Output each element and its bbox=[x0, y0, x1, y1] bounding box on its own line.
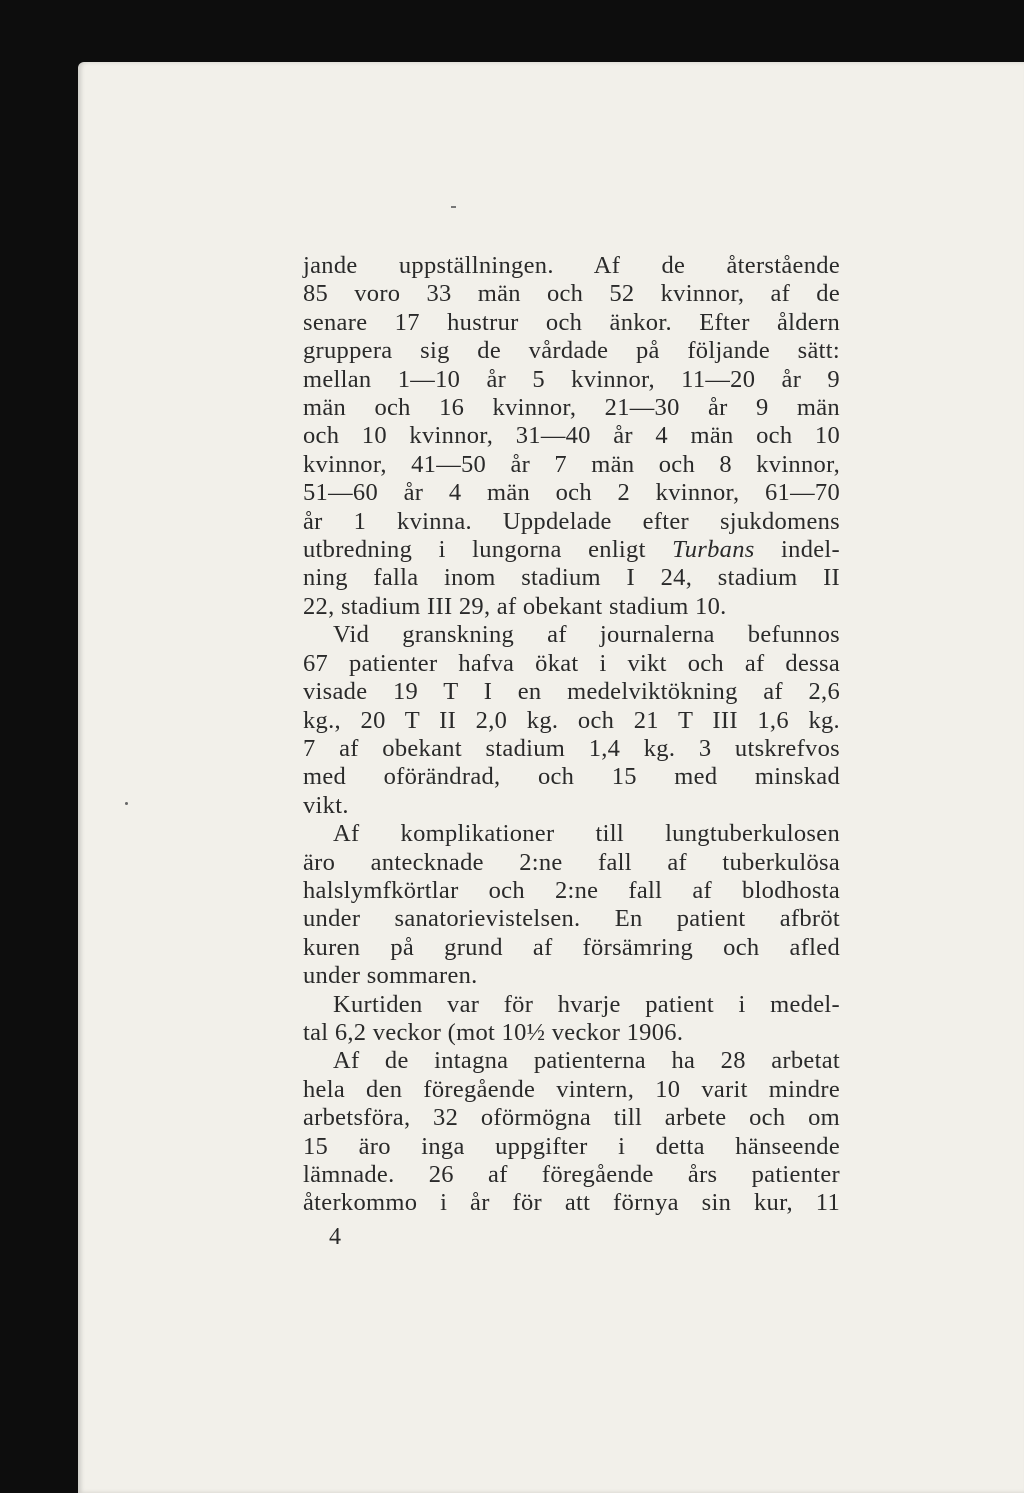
text-line bbox=[303, 735, 840, 763]
text-line bbox=[303, 280, 840, 308]
text-line bbox=[303, 1161, 840, 1189]
text-line bbox=[303, 479, 840, 507]
text-run: äro antecknade 2:ne fall af tuberkulösa bbox=[303, 848, 840, 876]
text-line bbox=[303, 1104, 840, 1132]
text-run: 22, stadium III 29, af obekant stadium 10. bbox=[303, 592, 727, 620]
text-line bbox=[303, 792, 840, 820]
text-run: arbetsföra, 32 oförmögna till arbete och om bbox=[303, 1104, 840, 1132]
text-line bbox=[303, 1133, 840, 1161]
text-run: tal 6,2 veckor (mot 10½ veckor 1906. bbox=[303, 1018, 684, 1046]
text-line bbox=[303, 763, 840, 791]
text-run: Af de intagna patienterna ha 28 arbetat bbox=[333, 1047, 840, 1075]
text-line bbox=[303, 650, 840, 678]
text-run: Kurtiden var för hvarje patient i medel- bbox=[333, 990, 840, 1018]
text-run: halslymfkörtlar och 2:ne fall af blodhosta bbox=[303, 876, 840, 904]
text-run: Vid granskning af journalerna befunnos bbox=[333, 621, 840, 649]
text-run: med oförändrad, och 15 med minskad bbox=[303, 763, 840, 791]
text-run: Af komplikationer till lungtuberkulosen bbox=[333, 820, 840, 848]
text-run: jande uppställningen. Af de återstående bbox=[303, 252, 840, 279]
text-run: utbredning i lungorna enligt bbox=[303, 536, 673, 564]
text-line bbox=[303, 1019, 840, 1047]
italic-name: Turbans bbox=[672, 536, 755, 564]
text-line bbox=[303, 394, 840, 422]
text-run: återkommo i år för att förnya sin kur, 11 bbox=[303, 1189, 840, 1217]
text-line bbox=[303, 564, 840, 592]
text-run: 15 äro inga uppgifter i detta hänseende bbox=[303, 1132, 840, 1160]
text-line bbox=[303, 621, 840, 649]
text-run: under sanatorievistelsen. En patient afbröt bbox=[303, 905, 840, 933]
paper-speck bbox=[451, 206, 456, 208]
text-line bbox=[303, 252, 840, 280]
text-run: under sommaren. bbox=[303, 962, 478, 990]
text-line bbox=[303, 536, 840, 564]
text-line bbox=[303, 1047, 840, 1075]
text-line bbox=[303, 934, 840, 962]
text-run: indel- bbox=[754, 536, 840, 564]
text-line bbox=[303, 991, 840, 1019]
text-run: vikt. bbox=[303, 791, 349, 819]
text-line bbox=[303, 508, 840, 536]
text-run: senare 17 hustrur och änkor. Efter åldern bbox=[303, 308, 840, 336]
text-run: och 10 kvinnor, 31—40 år 4 män och 10 bbox=[303, 422, 840, 450]
text-line bbox=[303, 593, 840, 621]
text-line bbox=[303, 678, 840, 706]
text-run: kvinnor, 41—50 år 7 män och 8 kvinnor, bbox=[303, 450, 840, 478]
page-number: 4 bbox=[329, 1224, 341, 1250]
text-run: år 1 kvinna. Uppdelade efter sjukdomens bbox=[303, 507, 840, 535]
text-line bbox=[303, 877, 840, 905]
text-run: ning falla inom stadium I 24, stadium II bbox=[303, 564, 840, 592]
text-line bbox=[303, 451, 840, 479]
text-run: kuren på grund af försämring och afled bbox=[303, 933, 840, 961]
text-line bbox=[303, 820, 840, 848]
text-line bbox=[303, 1076, 840, 1104]
text-run: 51—60 år 4 män och 2 kvinnor, 61—70 bbox=[303, 479, 840, 507]
text-run: 67 patienter hafva ökat i vikt och af dessa bbox=[303, 649, 840, 677]
text-run: lämnade. 26 af föregående års patienter bbox=[303, 1161, 840, 1188]
text-line bbox=[303, 707, 840, 735]
text-run: visade 19 T I en medelviktökning af 2,6 bbox=[303, 678, 840, 706]
text-run: hela den föregående vintern, 10 varit mindre bbox=[303, 1075, 840, 1103]
text-run: mellan 1—10 år 5 kvinnor, 11—20 år 9 bbox=[303, 365, 840, 393]
text-line bbox=[303, 366, 840, 394]
text-line bbox=[303, 962, 840, 990]
text-line bbox=[303, 337, 840, 365]
text-line bbox=[303, 849, 840, 877]
text-run: gruppera sig de vårdade på följande sätt: bbox=[303, 337, 840, 365]
text-line bbox=[303, 309, 840, 337]
text-line bbox=[303, 422, 840, 450]
body-text bbox=[303, 252, 840, 1218]
text-line bbox=[303, 1189, 840, 1217]
text-run: 85 voro 33 män och 52 kvinnor, af de bbox=[303, 280, 840, 308]
text-line bbox=[303, 905, 840, 933]
text-run: 7 af obekant stadium 1,4 kg. 3 utskrefvos bbox=[303, 734, 840, 762]
paper-speck bbox=[125, 802, 128, 805]
text-run: män och 16 kvinnor, 21—30 år 9 män bbox=[303, 394, 840, 422]
text-run: kg., 20 T II 2,0 kg. och 21 T III 1,6 kg. bbox=[303, 706, 840, 734]
